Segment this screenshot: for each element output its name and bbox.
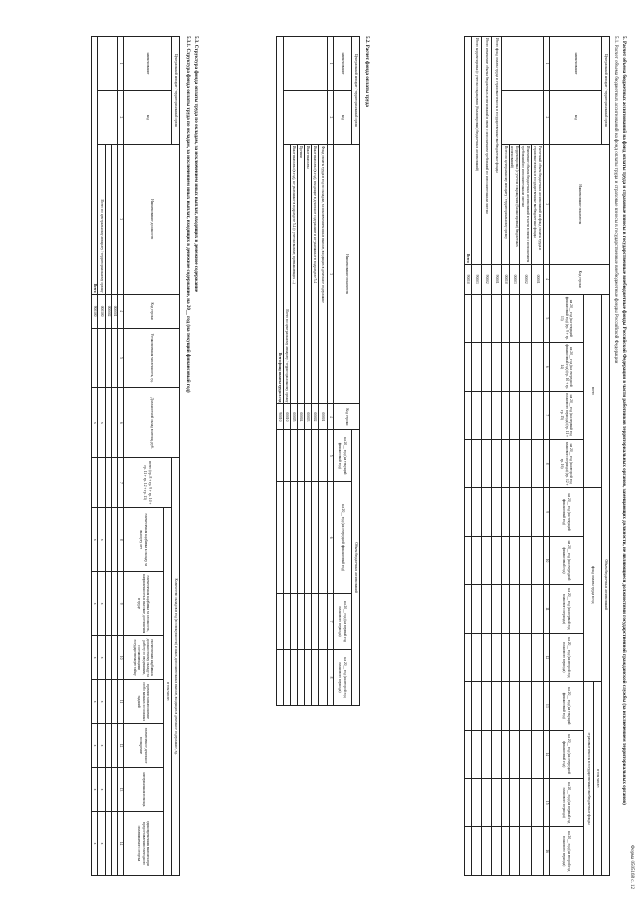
col-number: 5 [118, 328, 124, 388]
table-row [492, 37, 502, 876]
section5-title: 5. Расчет объема бюджетных ассигнований на фонд оплаты труда и страховые взносы в государственные внебюджетные фонды Российской Федерации в части работников территориальных органов, замещающих должности, не являющиеся должностями государственной гражданской службы (за исключением территориальных органов) [621, 36, 626, 805]
t1-period-col: на 20__ год (на очередной финансовый год) [550, 730, 584, 778]
table-row [520, 37, 532, 876]
t1-period-col: на 20__ год (на текущий финансовый год) [550, 682, 584, 730]
col-number: 2 [328, 90, 334, 144]
grand-total-row [92, 37, 98, 876]
x-mark: x [92, 724, 98, 768]
col-number: 4 [118, 294, 124, 328]
t3-sub-col: премии за выполнение особо важных и сложных заданий [124, 680, 164, 724]
t2-org-header: Центральный аппарат / территориальный орган [352, 37, 360, 145]
col-number: 6 [118, 388, 124, 458]
row-code: 00005 [291, 404, 298, 430]
row-label: Итого изменение объема бюджетных ассигнований в связи с исполнением требований по исполнительным листам [482, 37, 492, 265]
row-label: Фонд оплаты труда в год по окладам, за исключением иных выплат, входящих в денежное содержание [319, 144, 328, 404]
table-5-1 [464, 36, 610, 876]
x-mark: x [98, 811, 106, 875]
t2-code-col: код [334, 90, 352, 144]
col-number: 3 [328, 144, 334, 404]
x-mark: x [92, 680, 98, 724]
table-row [472, 37, 482, 876]
row-code: 00001 [532, 264, 544, 294]
t1-row-code-col: Код строки [550, 264, 610, 294]
t2-period-col: на 20__ год (на первый год планового периода) [334, 594, 352, 650]
t3-code-col: код [124, 90, 172, 144]
col-number: 5 [328, 430, 334, 482]
table-row [98, 37, 106, 876]
col-number: 1 [118, 37, 124, 91]
t2-budget-header: Объем бюджетных ассигнований [352, 430, 360, 706]
x-mark: x [98, 508, 106, 572]
col-number: 4 [544, 264, 550, 294]
t1-code-col: код [550, 90, 602, 144]
t3-position-col: Наименование должности [124, 144, 180, 294]
col-number: 16 [544, 827, 550, 876]
t3-incl-header: в том числе: [164, 508, 172, 876]
col-number: 7 [118, 458, 124, 508]
t1-period-col: на 20__ год (на второй год планового периода) [550, 633, 584, 681]
col-number: 2 [544, 90, 550, 144]
table-row [510, 37, 520, 876]
col-number: 8 [328, 650, 334, 706]
col-number: 12 [544, 633, 550, 681]
col-number: 8 [118, 508, 124, 572]
col-number: 4 [328, 404, 334, 430]
t3-sub-col: ежемесячное денежное поощрение [124, 724, 164, 768]
total-row-label: Всего по центральному аппарату / территориальному органу [98, 144, 106, 294]
col-number: 13 [544, 682, 550, 730]
t1-org-header: Центральный аппарат / территориальный орган [602, 37, 610, 145]
table-row [106, 37, 112, 876]
section52-title: 5.2. Расчет фонда оплаты труда [364, 36, 369, 107]
row-code: 000100 [98, 294, 106, 328]
t3-sub-col: единовременная выплата при предоставлении ежегодного оплачиваемого отпуска [124, 811, 164, 875]
t2-period-col: на 20__ год (на текущий финансовый год) [334, 430, 352, 482]
t3-staff-col: Установленная численность, ед. [124, 328, 180, 388]
row-code: 90001 [492, 264, 502, 294]
col-number: 13 [118, 768, 124, 812]
t1-period-col: на 20__ год (на второй год планового периода) (гр. 12 + гр. 16) [550, 439, 584, 487]
x-mark: x [92, 768, 98, 812]
col-number: 3 [118, 144, 124, 294]
col-number: 15 [544, 779, 550, 827]
row-label: Всего по центральному аппарату / территориальному органу [284, 144, 291, 404]
col-number: 7 [544, 391, 550, 439]
row-label: Итого корректировка (с учетом сокращения (балансировки) бюджетных ассигнований) [472, 37, 482, 265]
t1-insurance-header: страховые взносы в государственные внебюджетные фонды [584, 682, 594, 876]
grand-total-label: Всего [92, 37, 98, 295]
row-code: 000002 [106, 294, 112, 328]
row-code: 00002 [312, 404, 319, 430]
col-number: 1 [328, 37, 334, 91]
row-label: Иные выплаты (в год), входящие в денежное содержание и не указанные в подразделе 5.4 [312, 144, 319, 404]
col-number: 11 [544, 585, 550, 633]
t3-sub-col: материальная помощь [124, 768, 164, 812]
col-number: 2 [118, 90, 124, 144]
t1-period-col: на 20__ год (на первый год планового периода) (гр. 11 + гр. 15) [550, 391, 584, 439]
x-mark: x [92, 388, 98, 458]
t1-total-header: всего [584, 294, 602, 488]
x-mark: x [98, 680, 106, 724]
form-number: Форма 0505168 с. 12 [629, 845, 634, 889]
row-label: Всего по центральному аппарату / территориальному органу [502, 144, 510, 264]
col-number: 14 [118, 811, 124, 875]
t2-period-col: на 20__ год (на второй год планового периода) [334, 650, 352, 706]
table-row [319, 37, 328, 706]
x-mark: x [92, 572, 98, 636]
col-number: 7 [328, 594, 334, 650]
row-label: Итого фонд оплаты труда и страховые взносы в государственные внебюджетные фонды [492, 37, 502, 265]
x-mark: x [92, 811, 98, 875]
col-number: 9 [544, 488, 550, 536]
row-code: 00004 [298, 404, 305, 430]
grand-total-row [465, 37, 472, 876]
row-code: 00010 [284, 404, 291, 430]
section531-title: 5.3.1. Структура фонда оплаты труда по окладам, за исключением иных выплат, входящих в денежное содержание, на 20__ год (на текущий финансовый год) [185, 36, 190, 393]
grand-total-label: Всего фонд оплаты труда в год [277, 37, 284, 404]
col-number: 10 [544, 536, 550, 584]
t3-sub-col: ежемесячная надбавка за сложность, напряженность и высокие достижения в труде [124, 572, 164, 636]
grand-total-label: Всего [465, 37, 472, 265]
t3-row-code-col: Код строки [124, 294, 180, 328]
table-row [482, 37, 492, 876]
t2-period-col: на 20__ год (на очередной финансовый год) [334, 482, 352, 594]
grand-total-code: 900100 [92, 294, 98, 328]
row-label: Иные выплаты [305, 144, 312, 404]
t3-org-header: Центральный аппарат / территориальный орган [172, 37, 180, 145]
t1-budget-header: Объем бюджетных ассигнований [602, 294, 610, 875]
col-number: 6 [328, 482, 334, 594]
section51-title: 5.1. Расчет объема бюджетных ассигнований на фонд оплаты труда и страховые взносы в государственные внебюджетные фонды Российской Федерации [613, 36, 618, 364]
t1-period-col: на 20__ год (на очередной финансовый год) (гр. 10 + гр. 14) [550, 343, 584, 391]
t3-sub-col: ежемесячная надбавка к окладу за выслугу лет [124, 508, 164, 572]
row-label: Иные выплаты (в год), не указанные в подразделе 5.4 (с учетом выплат, превышающих ...) [291, 144, 298, 404]
t2-row-code-col: Код строки [334, 404, 360, 430]
t1-period-col: на 20__ год (на текущий финансовый год) (гр. 9 + гр. 13) [550, 294, 584, 342]
t1-wage-fund-header: фонд оплаты труда в год [584, 488, 602, 682]
x-mark: x [98, 768, 106, 812]
row-label: Корректировка (с учетом сокращения (балансировки) бюджетных ассигнований) [510, 144, 520, 264]
t2-name-col: наименование [334, 37, 352, 91]
table-row [532, 37, 544, 876]
t1-period-col: на 20__ год (на текущий финансовый год) [550, 488, 584, 536]
table-5-2 [276, 36, 360, 706]
row-code: 90003 [472, 264, 482, 294]
col-number: 9 [118, 572, 124, 636]
grand-total-row [277, 37, 284, 706]
t3-name-col: наименование [124, 37, 172, 91]
t1-period-col: на 20__ год (на первый год планового периода) [550, 779, 584, 827]
t1-incl-header: в том числе: [594, 682, 602, 876]
row-code: 00002 [520, 264, 532, 294]
t3-total-col: всего (гр. 8 + гр. 9 + гр. 10 + гр. 11 + гр. 12 + гр. 13) [124, 458, 172, 508]
row-code: 00003 [510, 264, 520, 294]
col-number: 8 [544, 439, 550, 487]
x-mark: x [92, 508, 98, 572]
row-code: 90002 [482, 264, 492, 294]
col-number: 3 [544, 144, 550, 264]
section53-title: 5.3. Структура фонда оплаты труда по окладам, за исключением иных выплат, входящих в денежное содержание [193, 36, 198, 293]
x-mark: x [98, 724, 106, 768]
t1-period-col: на 20__ год (на второй год планового периода) [550, 827, 584, 876]
row-label: Изменение объема бюджетных ассигнований в части в связи с исполнением требований по исполнительным листам [521, 145, 530, 263]
t3-salary-col: Должностной оклад в месяц, руб. [124, 388, 180, 458]
t1-period-col: на 20__ год (на очередной финансовый год) [550, 536, 584, 584]
col-number: 14 [544, 730, 550, 778]
col-number: 6 [544, 343, 550, 391]
t1-indicator-col: Наименование показателя [550, 144, 610, 264]
col-number: 10 [118, 636, 124, 680]
x-mark: x [98, 572, 106, 636]
table-row [112, 37, 118, 876]
t1-name-col: наименование [550, 37, 602, 91]
table-5-3-1 [91, 36, 180, 876]
col-number: 12 [118, 724, 124, 768]
x-mark: x [98, 636, 106, 680]
col-number: 5 [544, 294, 550, 342]
col-number: 11 [118, 680, 124, 724]
t2-indicator-col: Наименование показателя [334, 144, 360, 404]
row-code: 00003 [305, 404, 312, 430]
grand-total-code: 90010 [277, 404, 284, 430]
t3-sub-col: ежемесячная надбавка к должностному окладу за работу со сведениями, составляющими государственную тайну [124, 636, 164, 680]
grand-total-code: 90010 [465, 264, 472, 294]
x-mark: x [92, 636, 98, 680]
t1-period-col: на 20__ год (на первый год планового периода) [550, 585, 584, 633]
row-label: Премии [298, 144, 305, 404]
row-code: 00010 [502, 264, 510, 294]
t3-months-header: Количество окладов в год (в совокупности) и иных дополнительных выплат, входящих в денежное содержание, ед. [172, 458, 180, 876]
row-label: Расчетный объем бюджетных ассигнований на фонд оплаты труда и страховые взносы в государственные внебюджетные фонды [532, 144, 544, 264]
row-code: 00001 [319, 404, 328, 430]
col-number: 1 [544, 37, 550, 91]
table-row [502, 37, 510, 876]
x-mark: x [98, 388, 106, 458]
row-code: 000001 [112, 294, 118, 328]
